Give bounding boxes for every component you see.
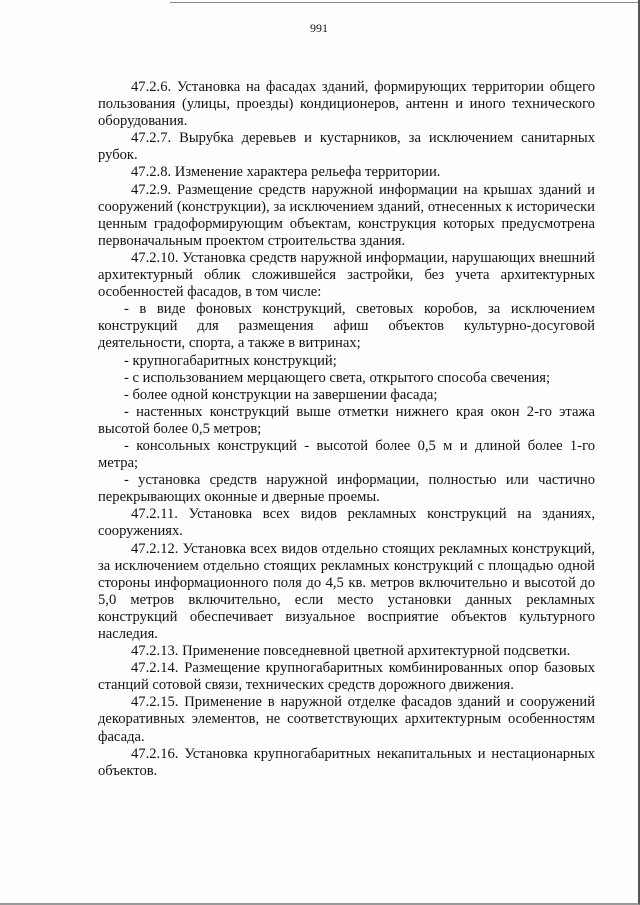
- paragraph-47-2-14: 47.2.14. Размещение крупногабаритных комбинированных опор базовых станций сотовой связи, технических средств дорожного движения.: [98, 660, 595, 694]
- paragraph-47-2-6: 47.2.6. Установка на фасадах зданий, формирующих территории общего пользования (улицы, проезды) кондиционеров, антенн и иного технического оборудования.: [98, 79, 595, 130]
- page-number: 991: [310, 21, 328, 35]
- list-item-console-structures: - консольных конструкций - высотой более 0,5 м и длиной более 1-го метра;: [98, 437, 595, 472]
- paragraph-47-2-10: 47.2.10. Установка средств наружной информации, нарушающих внешний архитектурный облик сложившейся застройки, без учета архитектурных особенностей фасадов, в том числе:: [98, 249, 595, 301]
- paragraph-47-2-7: 47.2.7. Вырубка деревьев и кустарников, за исключением санитарных рубок.: [98, 130, 595, 164]
- paragraph-47-2-16: 47.2.16. Установка крупногабаритных некапитальных и нестационарных объектов.: [98, 745, 595, 779]
- list-item-flashing-light: - с использованием мерцающего света, открытого способа свечения;: [124, 369, 551, 386]
- paragraph-47-2-13: 47.2.13. Применение повседневной цветной архитектурной подсветки.: [131, 643, 571, 660]
- list-item-large-structures: - крупногабаритных конструкций;: [124, 352, 337, 369]
- paragraph-47-2-9: 47.2.9. Размещение средств наружной информации на крышах зданий и сооружений (конструкции), за исключением зданий, отнесенных к исторически ценным градоформирующим объектам, конструкция которых предусмотрена первоначальным проектом строительства здания.: [98, 181, 595, 249]
- scan-edge-line: [170, 2, 638, 3]
- paragraph-47-2-12: 47.2.12. Установка всех видов отдельно стоящих рекламных конструкций, за исключением отдельно стоящих рекламных конструкций с площадью одной стороны информационного поля до 4,5 кв. метров включительно и высотой до 5,0 метров включительно, если место установки данных рекламных конструкций обеспечивает визуальное восприятие объектов культурного наследия.: [98, 540, 595, 642]
- list-item-window-overlap: - установка средств наружной информации, полностью или частично перекрывающих оконные и дверные проемы.: [98, 472, 595, 506]
- document-body: [98, 79, 595, 780]
- list-item-background-structures: - в виде фоновых конструкций, световых коробов, за исключением конструкций для размещения афиш объектов культурно-досуговой деятельности, спорта, а также в витринах;: [98, 301, 595, 352]
- list-item-multiple-structures: - более одной конструкции на завершении фасада;: [124, 386, 438, 403]
- paragraph-47-2-8: 47.2.8. Изменение характера рельефа территории.: [131, 164, 441, 181]
- paragraph-47-2-15: 47.2.15. Применение в наружной отделке фасадов зданий и сооружений декоративных элементов, не соответствующих архитектурным особенностям фасада.: [98, 694, 595, 745]
- list-item-wall-structures: - настенных конструкций выше отметки нижнего края окон 2-го этажа высотой более 0,5 метров;: [98, 403, 595, 437]
- paragraph-47-2-11: 47.2.11. Установка всех видов рекламных конструкций на зданиях, сооружениях.: [98, 506, 595, 540]
